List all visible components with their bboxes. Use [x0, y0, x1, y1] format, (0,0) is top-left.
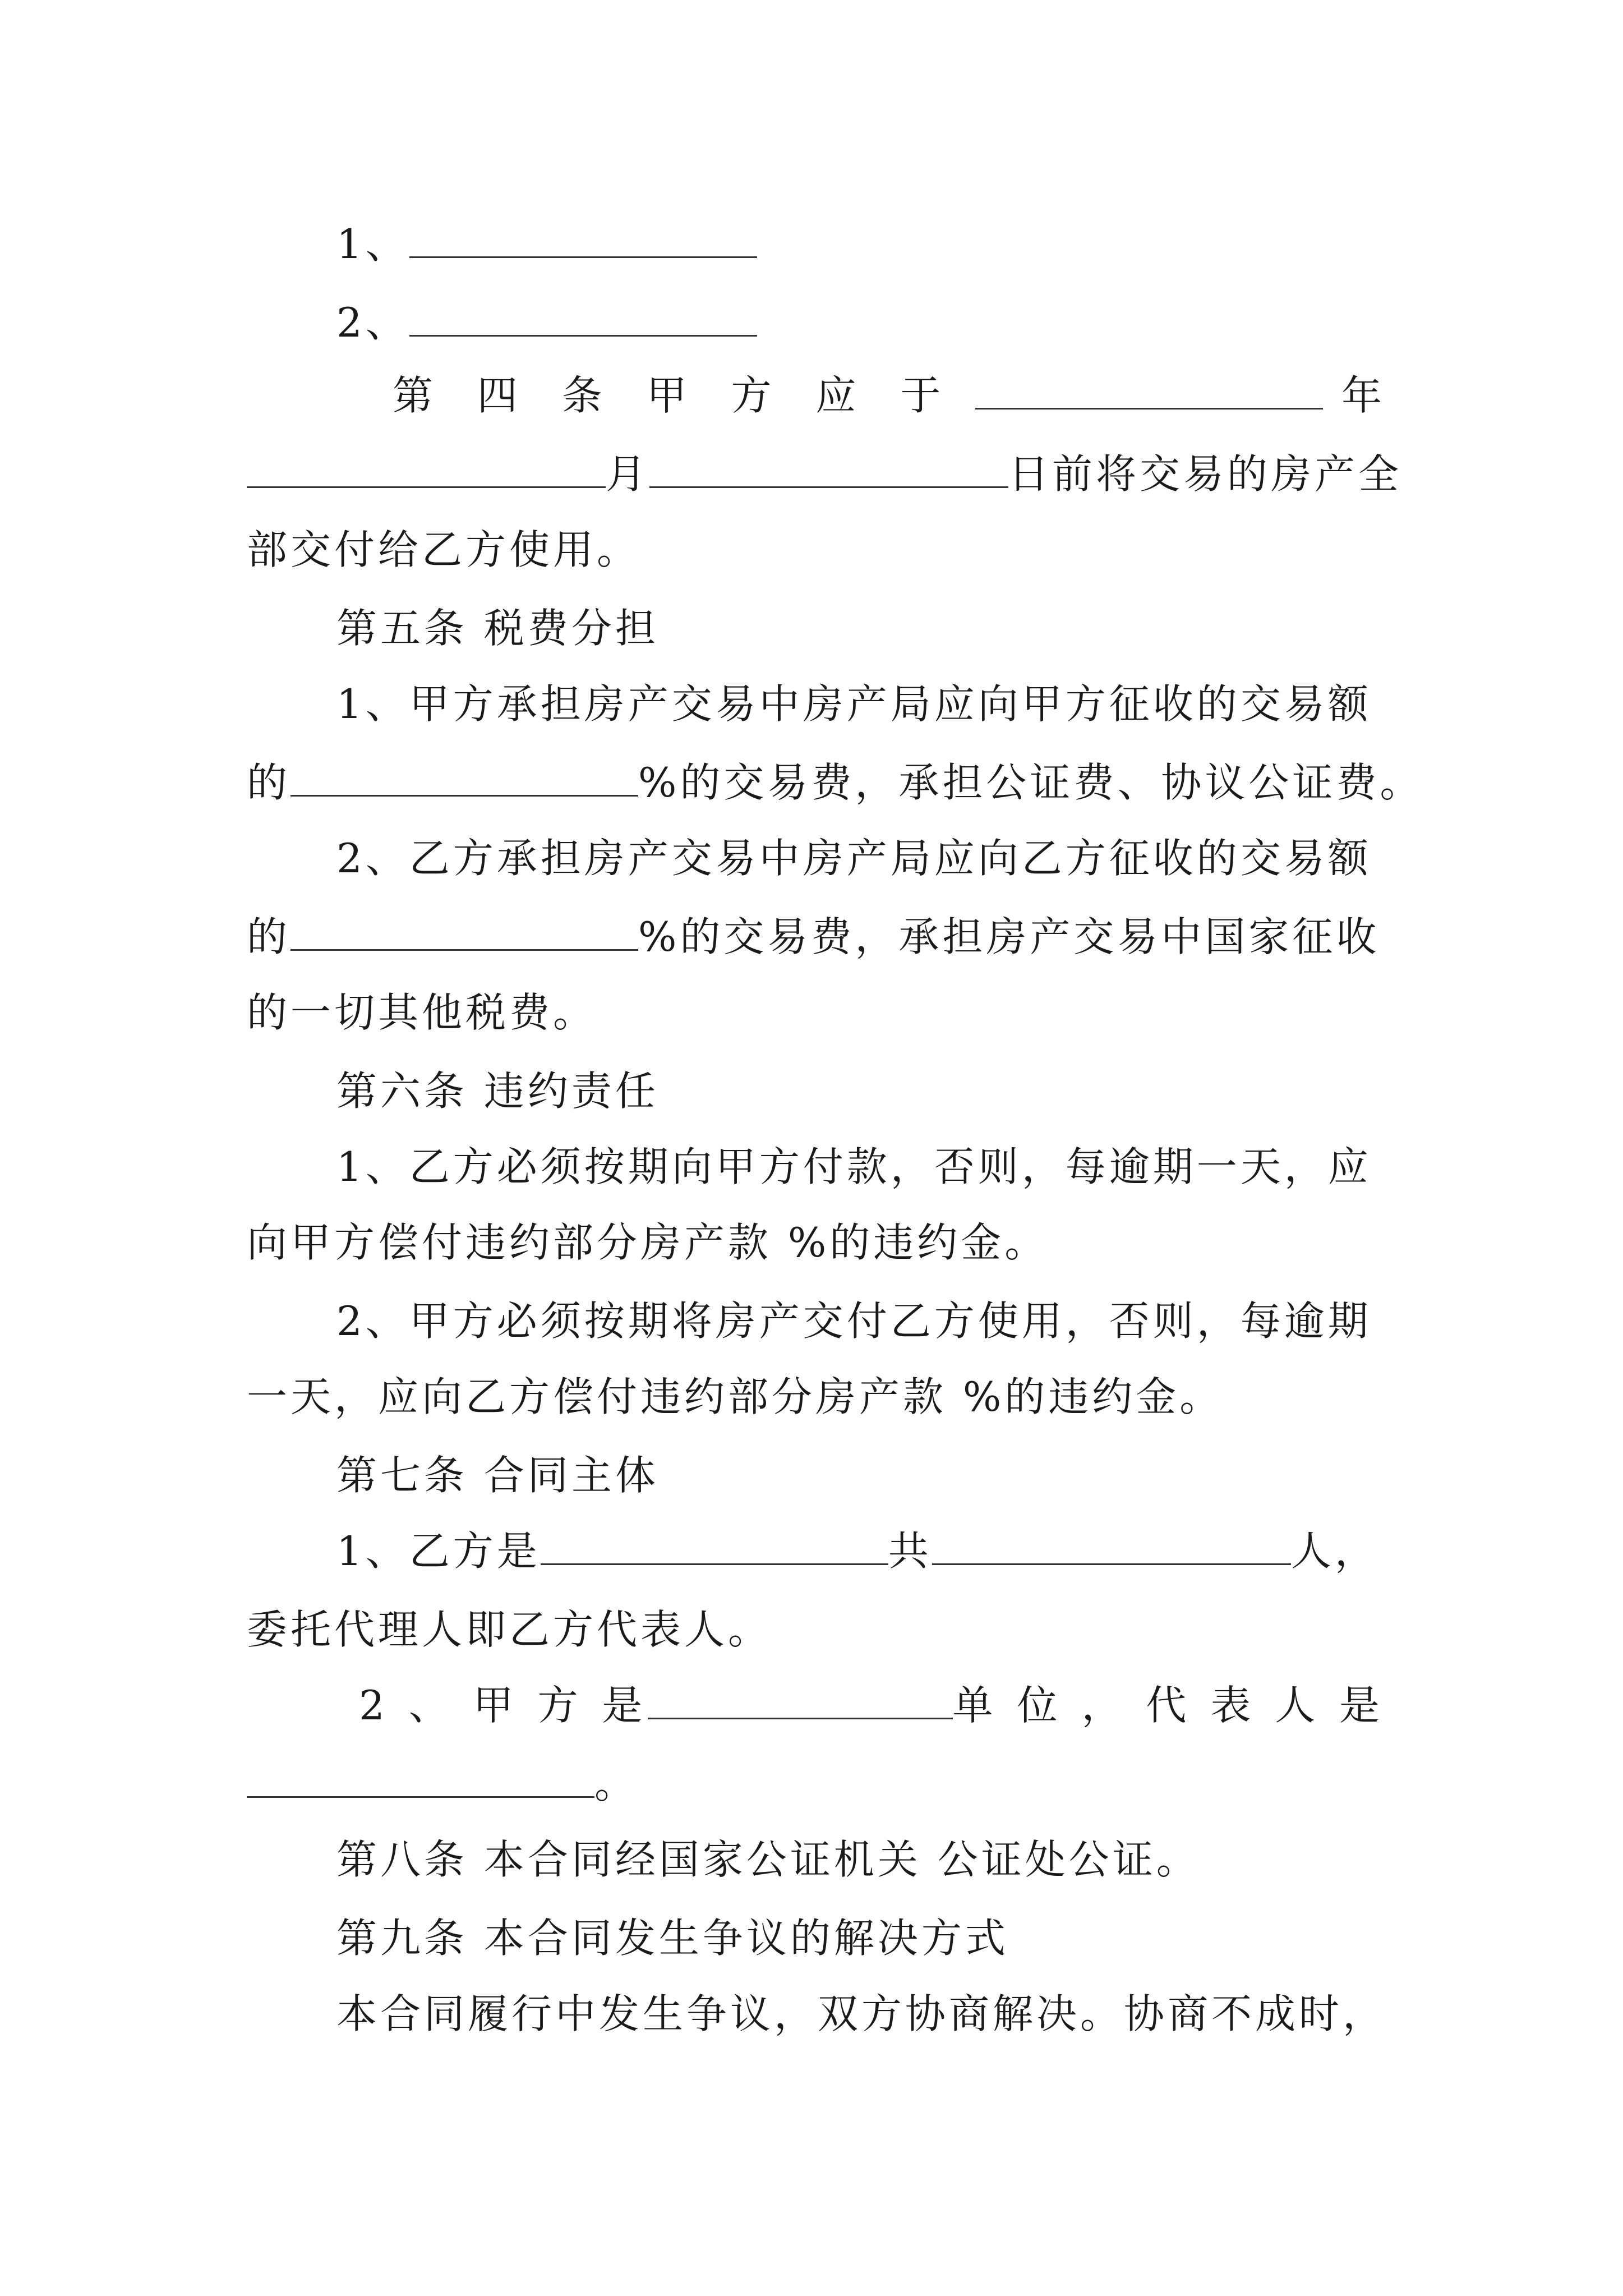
article-5-item-2-line-2	[247, 909, 1385, 965]
article-5-item-1-line-2	[247, 754, 1424, 811]
text-fragment: 。	[594, 1760, 639, 1807]
text-fragment: %的交易费，承担房产交易中国家征收	[638, 913, 1380, 960]
item-number: 2、	[336, 299, 409, 346]
text-fragment: 共	[888, 1527, 932, 1575]
article-8: 第八条 本合同经国家公证机关 公证处公证。	[336, 1836, 1200, 1883]
article-4-line-2	[247, 446, 1403, 502]
article-4-label: 第 四 条 甲 方 应 于	[393, 372, 957, 419]
article-6-item-2-line-1: 2、甲方必须按期将房产交付乙方使用，否则，每逾期	[336, 1297, 1372, 1345]
article-7-item-1-line-2: 委托代理人即乙方代表人。	[247, 1606, 772, 1653]
article-5-item-2-line-1: 2、乙方承担房产交易中房产局应向乙方征收的交易额	[336, 835, 1372, 882]
article-5-item-2-line-3: 的一切其他税费。	[247, 989, 597, 1036]
month-label: 月	[606, 450, 650, 498]
text-fragment: %的交易费，承担公证费、协议公证费。	[638, 759, 1424, 806]
article-4-line-3: 部交付给乙方使用。	[247, 526, 641, 573]
blank-day-field[interactable]	[649, 447, 1008, 488]
year-label: 年	[1341, 372, 1385, 419]
article-7-heading: 第七条 合同主体	[336, 1452, 659, 1499]
item-number: 1、	[336, 220, 409, 268]
text-fragment: 的	[247, 913, 291, 960]
text-fragment: 2 、 甲 方 是	[359, 1682, 648, 1729]
list-item-2	[247, 295, 1475, 351]
blank-month-field[interactable]	[247, 447, 606, 488]
blank-party-b-field[interactable]	[541, 1524, 888, 1565]
blank-percent-field[interactable]	[291, 910, 638, 951]
blank-representative-field[interactable]	[247, 1757, 594, 1798]
blank-year-field[interactable]	[975, 369, 1323, 409]
article-7-item-2-line-1	[247, 1677, 1385, 1733]
blank-party-a-field[interactable]	[648, 1678, 952, 1719]
blank-field[interactable]	[409, 296, 757, 337]
article-5-item-1-line-1: 1、甲方承担房产交易中房产局应向甲方征收的交易额	[336, 680, 1372, 728]
list-item-1	[247, 216, 1475, 272]
text-fragment: 1、乙方是	[336, 1527, 541, 1575]
blank-count-field[interactable]	[932, 1524, 1291, 1565]
article-7-item-1-line-1	[247, 1523, 1475, 1579]
article-5-heading: 第五条 税费分担	[336, 605, 659, 652]
blank-percent-field[interactable]	[291, 756, 638, 797]
text-fragment: 的	[247, 759, 291, 806]
article-4-text: 日前将交易的房产全	[1008, 450, 1403, 498]
article-6-item-1-line-1: 1、乙方必须按期向甲方付款，否则，每逾期一天，应	[336, 1143, 1372, 1190]
article-7-item-2-line-2	[247, 1756, 1385, 1812]
article-9-heading: 第九条 本合同发生争议的解决方式	[336, 1915, 1009, 1962]
article-6-item-1-line-2: 向甲方偿付违约部分房产款 %的违约金。	[247, 1219, 1049, 1266]
article-6-item-2-line-2: 一天，应向乙方偿付违约部分房产款 %的违约金。	[247, 1373, 1224, 1420]
article-6-heading: 第六条 违约责任	[336, 1068, 659, 1115]
blank-field[interactable]	[409, 217, 757, 258]
article-4-line-1	[247, 367, 1385, 424]
text-fragment: 人，	[1290, 1527, 1378, 1575]
article-9-text: 本合同履行中发生争议，双方协商解决。协商不成时，	[336, 1990, 1387, 2037]
text-fragment: 单 位 ， 代 表 人 是	[952, 1682, 1385, 1729]
